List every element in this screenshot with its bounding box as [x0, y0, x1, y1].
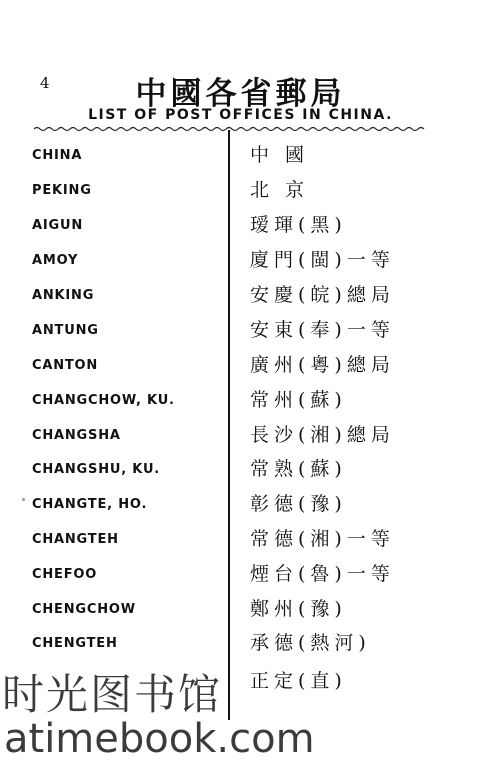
page-number: 4 [40, 74, 50, 92]
office-name-chinese: 安慶(皖)總局 [250, 284, 395, 306]
list-item [0, 424, 481, 459]
office-name-english: CANTON [32, 358, 99, 373]
list-item [0, 528, 481, 563]
office-name-english: CHANGSHU, KU. [32, 462, 161, 477]
list-item [0, 389, 481, 424]
wavy-rule-divider [34, 125, 429, 133]
office-name-english: CHENGCHOW [32, 602, 136, 617]
list-item [0, 598, 481, 633]
list-item [0, 249, 481, 284]
list-item [0, 144, 481, 179]
office-name-english: CHANGCHOW, KU. [32, 393, 175, 408]
watermark-site-url: atimebook.com [4, 716, 315, 762]
office-name-english: CHANGTEH [32, 532, 119, 547]
list-item [0, 179, 481, 214]
list-item [0, 284, 481, 319]
office-name-chinese: 彰德(豫) [250, 493, 347, 515]
office-name-english: CHEFOO [32, 567, 98, 582]
office-name-chinese: 廈門(閩)一等 [250, 249, 395, 271]
office-name-chinese: 廣州(粵)總局 [250, 354, 395, 376]
office-name-english: AMOY [32, 253, 79, 268]
office-name-english: ANKING [32, 288, 95, 303]
office-name-chinese: 中 國 [250, 144, 310, 166]
office-name-chinese: 煙台(魯)一等 [250, 563, 395, 585]
watermark-site-name: 时光图书馆 [2, 670, 223, 719]
office-name-chinese: 正定(直) [250, 670, 347, 692]
list-item [0, 214, 481, 249]
office-name-chinese: 安東(奉)一等 [250, 319, 395, 341]
office-name-english: CHANGSHA [32, 428, 121, 443]
office-name-chinese: 常州(蘇) [250, 389, 347, 411]
page-title-chinese: 中國各省郵局 [135, 76, 346, 112]
office-name-chinese: 承德(熱河) [250, 632, 371, 654]
office-name-chinese: 常熟(蘇) [250, 458, 347, 480]
office-name-chinese: 鄭州(豫) [250, 598, 347, 620]
office-name-chinese: 瑷琿(黑) [250, 214, 347, 236]
office-name-chinese: 常德(湘)一等 [250, 528, 395, 550]
office-name-english: ANTUNG [32, 323, 99, 338]
office-name-english: CHANGTE, HO. [32, 497, 148, 512]
list-item [0, 458, 481, 493]
list-item [0, 563, 481, 598]
list-item [0, 319, 481, 354]
list-item [0, 354, 481, 389]
list-item [0, 493, 481, 528]
office-name-chinese: 北 京 [250, 179, 310, 201]
office-name-english: CHENGTEH [32, 636, 118, 651]
office-name-english: CHINA [32, 148, 83, 163]
office-name-chinese: 長沙(湘)總局 [250, 424, 395, 446]
page-title-english: LIST OF POST OFFICES IN CHINA. [88, 107, 393, 123]
office-name-english: PEKING [32, 183, 92, 198]
office-name-english: AIGUN [32, 218, 84, 233]
